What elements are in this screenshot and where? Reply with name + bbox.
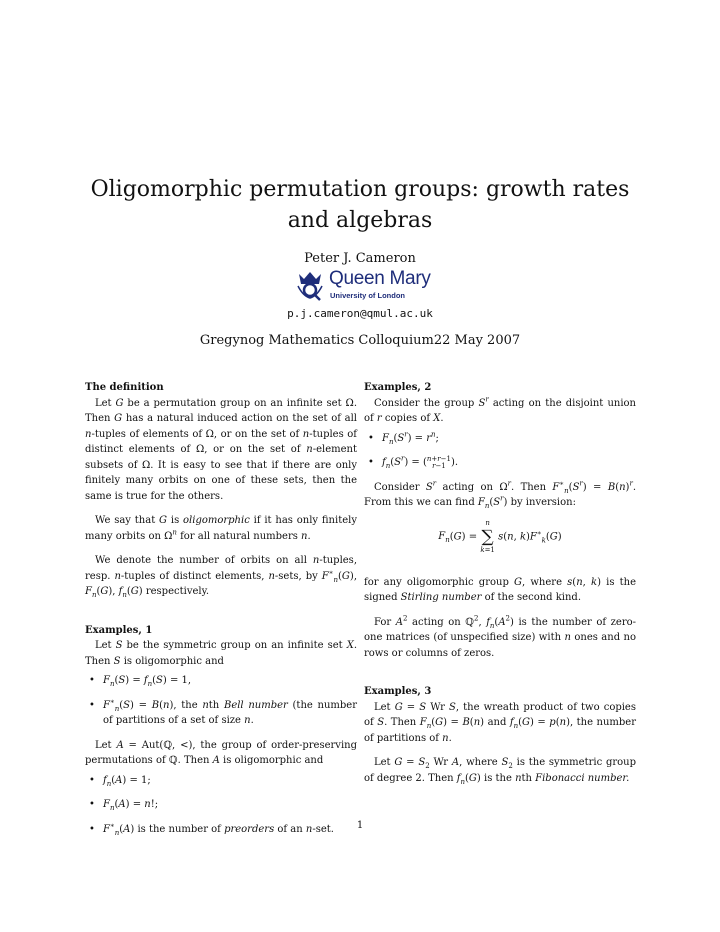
- stirling-equation: $F_n(G)$ = n ∑ k=1 s(n, $k)F^∗_k(G)$: [438, 518, 562, 554]
- examples3-heading: Examples, 3: [364, 686, 432, 697]
- right-column: [364, 380, 636, 795]
- left-column: [85, 380, 357, 846]
- disjoint-union-paragraph: Consider the group $S^r$ acting on the disjoint union of r copies of X.: [364, 395, 636, 424]
- wreath-product-paragraph: Let G = S Wr S, the wreath product of two copies of S. Then $F_n(G) = B(n)$ and $f_n(G) = p(n)$, the number of partitions of n.: [364, 701, 636, 744]
- examples2-heading: Examples, 2: [364, 382, 432, 393]
- list-item: • $F_n(S^r) = r^n$;: [364, 431, 636, 447]
- stirling-explanation: for any oligomorphic group G, where s(n, k) is the signed Stirling number of the second kind.: [364, 576, 637, 603]
- logo-text: Queen Mary: [329, 268, 431, 289]
- list-item: • $f_n(S^r) = (n+r-1$ r−1 ).: [364, 455, 636, 471]
- fibonacci-paragraph: Let $G = S_2$ Wr A, where $S_2$ is the symmetric group of degree 2. Then $f_n(G)$ is the nth Fibonacci number.: [364, 757, 637, 786]
- author-name: Peter J. Cameron: [304, 251, 416, 266]
- symmetric-group-list: [85, 673, 357, 729]
- paper-title: Oligomorphic permutation groups: growth rates and algebras: [90, 177, 630, 233]
- symmetric-group-paragraph: Let S be the symmetric group on an infinite set X. Then S is oligomorphic and: [85, 640, 357, 667]
- list-item: • $F_n(A) = n$!;: [85, 797, 357, 813]
- list-item: • $F^∗_n(A)$ is the number of preorders of an n-set.: [85, 822, 357, 838]
- disjoint-union-list: [364, 431, 636, 471]
- definition-heading: The definition: [85, 382, 164, 393]
- examples1-heading: Examples, 1: [85, 624, 153, 636]
- definition-paragraph: Let G be a permutation group on an infinite set Ω. Then G has a natural induced action on the set of all n-tuples of elements of Ω, or on the set of n-tuples of distinct elements of Ω, or on the set of n-element subsets of Ω. It is easy to see that if there are only finitely many orbits on one of these sets, then the same is true for the others.: [85, 397, 357, 502]
- zero-one-matrix-paragraph: For $A^2$ acting on ℚ$^2$, $f_n(A^2)$ is the number of zero-one matrices (of unspecified size) with n ones and no rows or columns of zeros.: [364, 614, 637, 659]
- list-item: • $F_n(S) = f_n(S) = 1$,: [85, 673, 357, 689]
- list-item: • $f_n(A) = 1$;: [85, 773, 357, 789]
- oligomorphic-definition: We say that G is oligomorphic if it has only finitely many orbits on $\Omega^n$ for all natural numbers n.: [85, 515, 357, 542]
- university-logo: [295, 270, 435, 304]
- author-email[interactable]: p.j.cameron@qmul.ac.uk: [287, 307, 433, 320]
- list-item: • $F^∗_n(S) = B(n)$, the nth Bell number (the number of partitions of a set of size n.: [85, 698, 357, 729]
- colloquium-line: Gregynog Mathematics Colloquium22 May 2007: [199, 333, 521, 348]
- orbit-notation-paragraph: We denote the number of orbits on all n-tuples, resp. n-tuples of distinct elements, n-sets, by $F^∗_n(G)$, $F_n(G)$, $f_n(G)$ respectively.: [85, 555, 358, 599]
- logo-subtitle: University of London: [330, 291, 405, 300]
- page-number: 1: [356, 820, 364, 831]
- aut-q-paragraph: Let A = Aut(ℚ, <), the group of order-preserving permutations of ℚ. Then A is oligomorphic and: [85, 739, 357, 766]
- inversion-paragraph: Consider $S^r$ acting on $\Omega^r$. Then $F^∗_n(S^r) = B(n)^r$. From this we can find $F_n(S^r)$ by inversion:: [364, 479, 636, 510]
- queen-mary-crest-icon: [295, 270, 325, 302]
